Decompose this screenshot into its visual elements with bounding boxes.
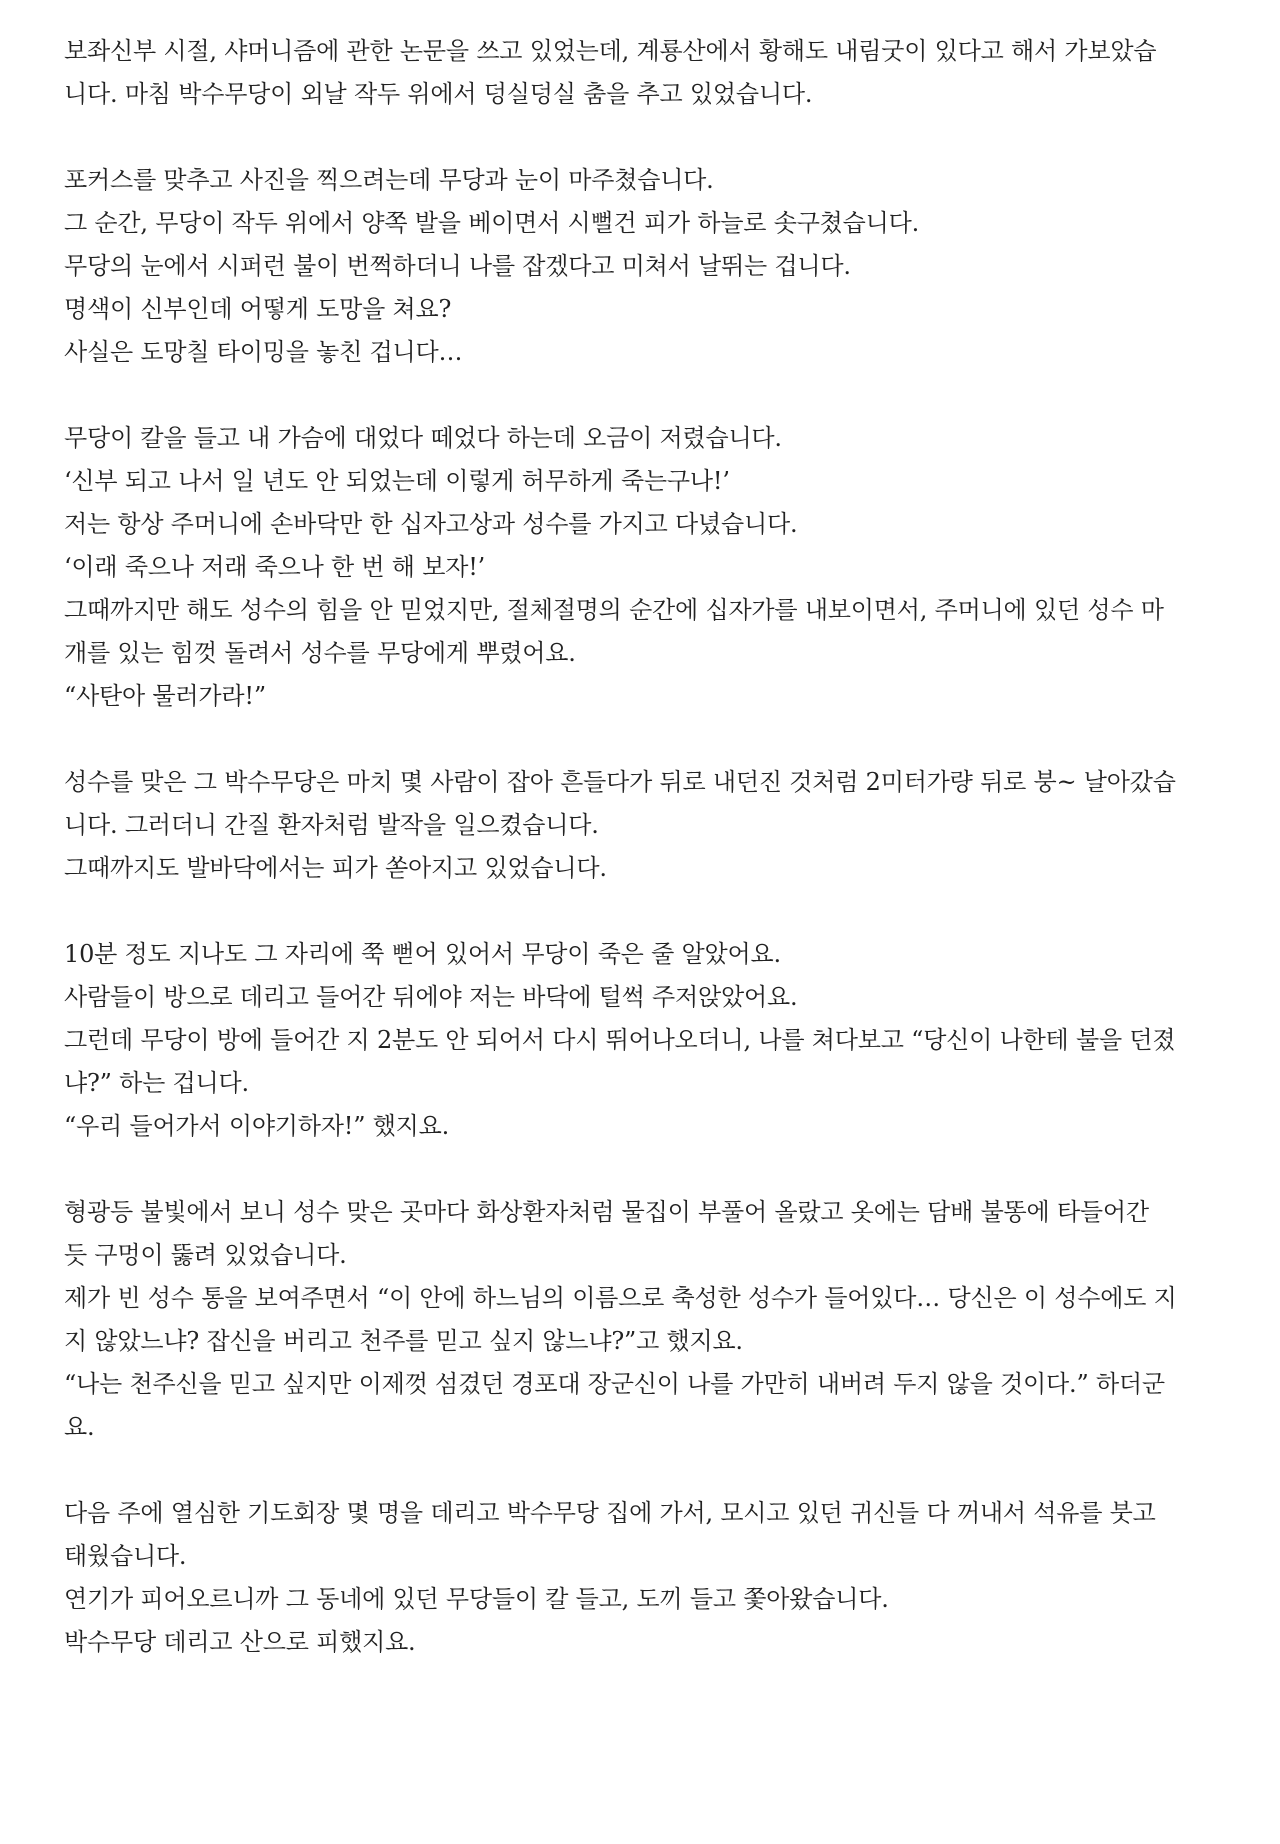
text-line: 사람들이 방으로 데리고 들어간 뒤에야 저는 바닥에 털썩 주저앉았어요. (64, 983, 798, 1011)
text-line: 다음 주에 열심한 기도회장 몇 명을 데리고 박수무당 집에 가서, 모시고 있던 귀신들 다 꺼내서 석유를 붓고 (64, 1499, 1156, 1527)
text-line: 그때까지도 발바닥에서는 피가 쏟아지고 있었습니다. (64, 854, 607, 882)
text-line: 그런데 무당이 방에 들어간 지 2분도 안 되어서 다시 뛰어나오더니, 나를 쳐다보고 “당신이 나한테 불을 던졌 (64, 1026, 1176, 1054)
text-line: 지 않았느냐? 잡신을 버리고 천주를 믿고 싶지 않느냐?”고 했지요. (64, 1327, 743, 1355)
text-line: 니다. 마침 박수무당이 외날 작두 위에서 덩실덩실 춤을 추고 있었습니다. (64, 80, 813, 108)
paragraph (64, 159, 1234, 374)
text-line: 무당이 칼을 들고 내 가슴에 대었다 떼었다 하는데 오금이 저렸습니다. (64, 424, 782, 452)
text-line: 포커스를 맞추고 사진을 찍으려는데 무당과 눈이 마주쳤습니다. (64, 166, 714, 194)
text-line: 개를 있는 힘껏 돌려서 성수를 무당에게 뿌렸어요. (64, 639, 576, 667)
article-body (64, 30, 1234, 1707)
text-line: 듯 구멍이 뚫려 있었습니다. (64, 1241, 347, 1269)
text-line: 제가 빈 성수 통을 보여주면서 “이 안에 하느님의 이름으로 축성한 성수가 들어있다… 당신은 이 성수에도 지 (64, 1284, 1177, 1312)
text-line: “나는 천주신을 믿고 싶지만 이제껏 섬겼던 경포대 장군신이 나를 가만히 내버려 두지 않을 것이다.” 하더군 (64, 1370, 1165, 1398)
text-line: “우리 들어가서 이야기하자!” 했지요. (64, 1112, 450, 1140)
paragraph (64, 1492, 1234, 1664)
text-line: 냐?” 하는 겁니다. (64, 1069, 249, 1097)
text-line: 요. (64, 1413, 95, 1441)
text-line: 그때까지만 해도 성수의 힘을 안 믿었지만, 절체절명의 순간에 십자가를 내보이면서, 주머니에 있던 성수 마 (64, 596, 1164, 624)
text-line: 명색이 신부인데 어떻게 도망을 쳐요? (64, 295, 452, 323)
text-line: 10분 정도 지나도 그 자리에 쭉 뻗어 있어서 무당이 죽은 줄 알았어요. (64, 940, 781, 968)
paragraph (64, 933, 1234, 1148)
text-line: 그 순간, 무당이 작두 위에서 양쪽 발을 베이면서 시뻘건 피가 하늘로 솟구쳤습니다. (64, 209, 920, 237)
paragraph (64, 417, 1234, 718)
paragraph (64, 1191, 1234, 1449)
text-line: 연기가 피어오르니까 그 동네에 있던 무당들이 칼 들고, 도끼 들고 쫓아왔습니다. (64, 1585, 889, 1613)
text-line: 저는 항상 주머니에 손바닥만 한 십자고상과 성수를 가지고 다녔습니다. (64, 510, 798, 538)
text-line: 성수를 맞은 그 박수무당은 마치 몇 사람이 잡아 흔들다가 뒤로 내던진 것처럼 2미터가량 뒤로 붕~ 날아갔습 (64, 768, 1176, 796)
paragraph (64, 761, 1234, 890)
text-line: ‘이래 죽으나 저래 죽으나 한 번 해 보자!’ (64, 553, 486, 581)
text-line: ‘신부 되고 나서 일 년도 안 되었는데 이렇게 허무하게 죽는구나!’ (64, 467, 730, 495)
paragraph (64, 30, 1234, 116)
text-line: 무당의 눈에서 시퍼런 불이 번쩍하더니 나를 잡겠다고 미쳐서 날뛰는 겁니다. (64, 252, 851, 280)
text-line: 보좌신부 시절, 샤머니즘에 관한 논문을 쓰고 있었는데, 계룡산에서 황해도 내림굿이 있다고 해서 가보았습 (64, 37, 1157, 65)
text-line: “사탄아 물러가라!” (64, 682, 266, 710)
text-line: 형광등 불빛에서 보니 성수 맞은 곳마다 화상환자처럼 물집이 부풀어 올랐고 옷에는 담배 불똥에 타들어간 (64, 1198, 1149, 1226)
text-line: 니다. 그러더니 간질 환자처럼 발작을 일으켰습니다. (64, 811, 599, 839)
text-line: 박수무당 데리고 산으로 피했지요. (64, 1628, 416, 1656)
text-line: 태웠습니다. (64, 1542, 187, 1570)
text-line: 사실은 도망칠 타이밍을 놓친 겁니다… (64, 338, 463, 366)
